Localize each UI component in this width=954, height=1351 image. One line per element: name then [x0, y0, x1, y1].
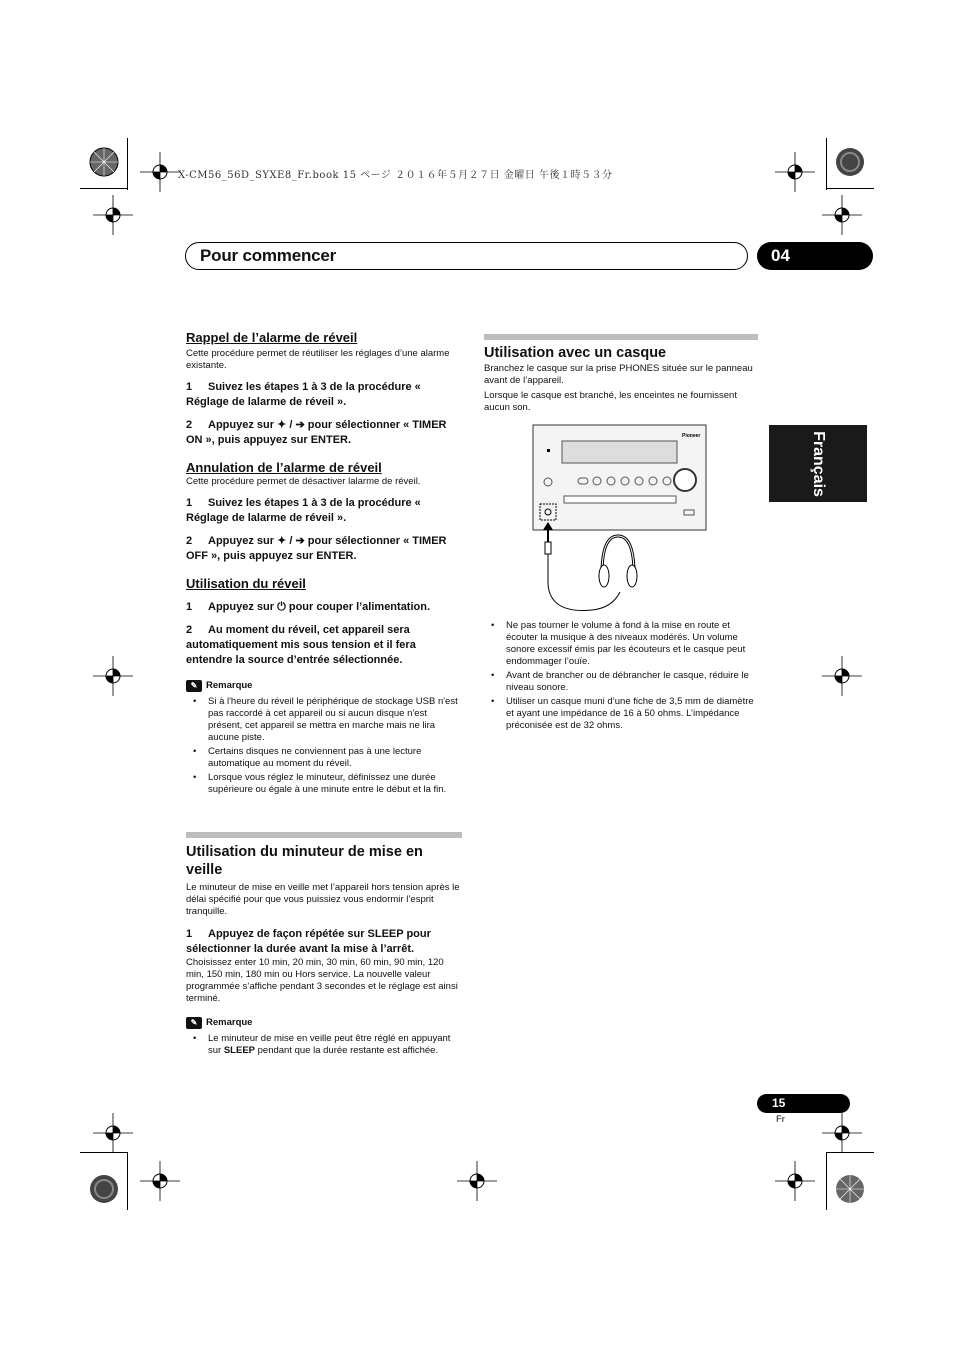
- registration-mark: [828, 1167, 872, 1211]
- crop-line: [826, 188, 874, 189]
- crosshair-mark: [140, 1161, 180, 1201]
- step-text: Suivez les étapes 1 à 3 de la procédure « Réglage de lalarme de réveil ».: [186, 497, 421, 524]
- chapter-header: [185, 242, 748, 270]
- crop-line: [127, 1152, 128, 1210]
- registration-mark: [82, 140, 126, 184]
- crosshair-mark: [822, 1113, 862, 1153]
- chapter-number: 04: [757, 242, 873, 270]
- section-title: Utilisation du réveil: [186, 576, 306, 591]
- step-separator: /: [286, 419, 296, 431]
- step: [186, 380, 462, 410]
- crosshair-mark: [93, 1113, 133, 1153]
- step-number: 1: [186, 497, 193, 509]
- crosshair-mark: [775, 152, 815, 192]
- crop-line: [826, 1152, 827, 1210]
- registration-mark: [82, 1167, 126, 1211]
- language-tab-label: Français: [810, 430, 827, 497]
- crosshair-mark: [457, 1161, 497, 1201]
- language-tab: [769, 425, 867, 502]
- note-text: pendant que la durée restante est affichée.: [257, 1045, 439, 1056]
- crosshair-mark: [93, 656, 133, 696]
- bullet-list: [484, 620, 760, 732]
- crosshair-mark: [140, 152, 180, 192]
- note-key: SLEEP: [223, 1045, 255, 1056]
- section-intro: Le minuteur de mise en veille met l’appareil hors tension après le délai spécifié pour que vous puissiez vous endormir l’esprit tranquille.: [186, 882, 460, 917]
- crop-line: [80, 188, 128, 189]
- note-text: Le minuteur de mise en veille peut être réglé en appuyant sur: [208, 1033, 451, 1056]
- section-intro: Cette procédure permet de réutiliser les réglages d’une alarme existante.: [186, 348, 450, 371]
- svg-text:Pioneer: Pioneer: [682, 433, 701, 439]
- headphones-connection-illustration: [532, 424, 712, 621]
- crop-line: [826, 138, 827, 190]
- registration-mark: [828, 140, 872, 184]
- step-number: 2: [186, 624, 193, 636]
- crosshair-mark: [822, 656, 862, 696]
- note-icon: ✎: [186, 1017, 202, 1029]
- arrow-left-icon: ✦: [277, 419, 287, 431]
- step-separator: /: [286, 535, 296, 547]
- step-text: Appuyez sur: [208, 419, 275, 431]
- arrow-left-icon: ✦: [277, 535, 287, 547]
- step-text: Appuyez de façon répétée sur SLEEP pour sélectionner la durée avant la mise à l’arrêt.: [186, 928, 431, 955]
- note-header: [186, 680, 462, 692]
- left-column-lower: [186, 843, 462, 1059]
- crop-line: [127, 138, 128, 190]
- step: [186, 927, 462, 957]
- step-text: Appuyez sur: [208, 601, 275, 613]
- paragraph: Lorsque le casque est branché, les enceintes ne fournissent aucun son.: [484, 390, 737, 413]
- arrow-right-icon: ➔: [295, 419, 305, 431]
- step-text: pour couper l’alimentation.: [288, 601, 431, 613]
- note-header: [186, 1017, 462, 1029]
- note-label: Remarque: [206, 1017, 253, 1028]
- right-notes: [484, 620, 760, 734]
- crosshair-mark: [775, 1161, 815, 1201]
- note-list: [186, 696, 462, 796]
- note-list: [186, 1033, 462, 1057]
- crosshair-mark: [93, 195, 133, 235]
- step-number: 1: [186, 928, 193, 940]
- section-title: Annulation de l’alarme de réveil: [186, 460, 382, 475]
- section-rule: [186, 832, 462, 838]
- note-label: Remarque: [206, 680, 253, 691]
- step-number: 2: [186, 535, 193, 547]
- list-item: • Si à l'heure du réveil le périphérique de stockage USB n'est pas raccordé à cet appareil ou si aucun disque n'est présent, cet appareil se mettra en marche mais ne lira aucune piste.: [208, 696, 462, 744]
- step-number: 2: [186, 419, 193, 431]
- section-title: Utilisation avec un casque: [484, 345, 667, 361]
- chapter-title: Pour commencer: [200, 246, 337, 265]
- section-intro: Cette procédure permet de désactiver lalarme de réveil.: [186, 476, 421, 487]
- paragraph: Branchez le casque sur la prise PHONES située sur le panneau avant de l’appareil.: [484, 363, 753, 386]
- list-item: • Ne pas tourner le volume à fond à la mise en route et écouter la musique à des niveaux modérés. Un volume sonore excessif émis par les écouteurs et le casque peut endommager l’ouïe.: [506, 620, 760, 668]
- print-info-line: X-CM56_56D_SYXE8_Fr.book 15 ページ ２０１６年５月２７日 金曜日 午後１時５３分: [178, 170, 613, 181]
- step-text: pour sélectionner « TIMER ON », puis appuyez sur ENTER.: [186, 419, 447, 446]
- section-title: Utilisation du minuteur de mise en veille: [186, 844, 423, 878]
- step: [186, 623, 462, 668]
- left-column: [186, 330, 462, 798]
- list-item: • Utiliser un casque muni d’une fiche de 3,5 mm de diamètre et ayant une impédance de 16 à 50 ohms. L’impédance préconisée est de 32 ohms.: [506, 696, 760, 732]
- crosshair-mark: [822, 195, 862, 235]
- step-text: Au moment du réveil, cet appareil sera automatiquement mis sous tension et il fera entendre la source d’entrée sélectionnée.: [186, 624, 416, 666]
- page-number: 15: [757, 1094, 850, 1113]
- step-number: 1: [186, 601, 193, 613]
- section-rule: [484, 334, 758, 340]
- step-text: Suivez les étapes 1 à 3 de la procédure « Réglage de lalarme de réveil ».: [186, 381, 421, 408]
- step: [186, 600, 462, 615]
- step-number: 1: [186, 381, 193, 393]
- step-text: pour sélectionner « TIMER OFF », puis appuyez sur ENTER.: [186, 535, 447, 562]
- section-title: Rappel de l’alarme de réveil: [186, 330, 358, 345]
- step: [186, 496, 462, 526]
- power-icon: ⏻: [277, 601, 286, 613]
- step: [186, 418, 462, 448]
- note-icon: ✎: [186, 680, 202, 692]
- step-description: Choisissez enter 10 min, 20 min, 30 min, 60 min, 90 min, 120 min, 150 min, 180 min ou Hors service. La nouvelle valeur programmée s’affiche pendant 3 secondes et le réglage est ainsi terminé.: [186, 957, 458, 1004]
- step: [186, 534, 462, 564]
- step-text: Appuyez sur: [208, 535, 275, 547]
- crop-line: [80, 1152, 128, 1153]
- crop-line: [826, 1152, 874, 1153]
- list-item: • Avant de brancher ou de débrancher le casque, réduire le niveau sonore.: [506, 670, 760, 694]
- right-column: [484, 344, 760, 414]
- list-item: • Lorsque vous réglez le minuteur, définissez une durée supérieure ou égale à une minute entre le début et la fin.: [208, 772, 462, 796]
- page-language: Fr: [776, 1114, 785, 1125]
- arrow-right-icon: ➔: [295, 535, 305, 547]
- list-item: [208, 1033, 462, 1057]
- list-item: • Certains disques ne conviennent pas à une lecture automatique au moment du réveil.: [208, 746, 462, 770]
